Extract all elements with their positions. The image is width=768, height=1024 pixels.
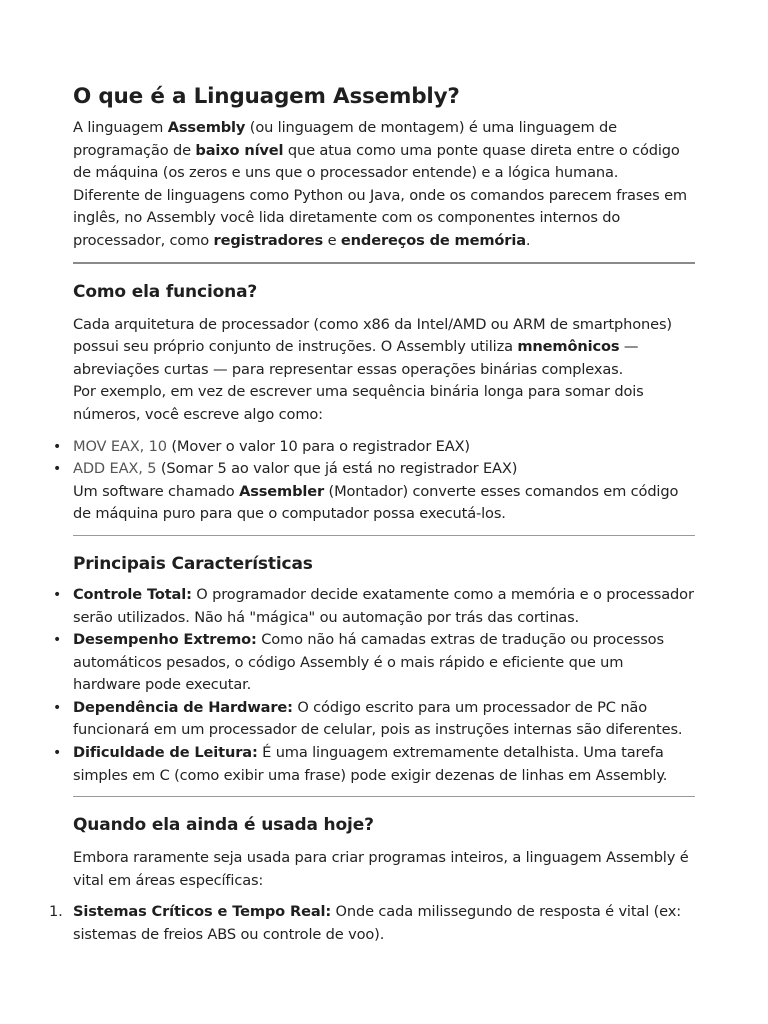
list-number: 1. — [49, 903, 63, 921]
term-enderecos: endereços de memória — [340, 231, 526, 249]
list-item: 1. Sistemas Críticos e Tempo Real: Onde cada milissegundo de resposta é vital (ex: sistemas de freios ABS ou controle de voo). — [49, 903, 681, 944]
term-baixo-nivel: baixo nível — [195, 141, 284, 159]
intro-paragraph: A linguagem Assembly (ou linguagem de montagem) é uma linguagem de programação de baixo nível que atua como uma ponte quase direta entre o código de máquina (os zeros e uns que o processador entende) e a lógica humana. — [73, 119, 680, 182]
list-item: • MOV EAX, 10 (Mover o valor 10 para o registrador EAX) — [73, 436, 695, 459]
usage-paragraph: Embora raramente seja usada para criar programas inteiros, a linguagem Assembly é vital em áreas específicas: — [73, 849, 689, 889]
section-divider — [73, 796, 695, 797]
usage-list — [49, 901, 695, 946]
intro-paragraph-2: Diferente de linguagens como Python ou Java, onde os comandos parecem frases em inglês, no Assembly você lida diretamente com os componentes internos do processador, como registradores e endereços de memória. — [73, 186, 687, 249]
list-item: • Dependência de Hardware: O código escrito para um processador de PC não funcionará em um processador de celular, pois as instruções internas são diferentes. — [73, 697, 695, 742]
article — [49, 78, 695, 947]
section-heading-usage: Quando ela ainda é usada hoje? — [73, 815, 374, 836]
section-heading-how: Como ela funciona? — [73, 281, 258, 302]
code-snippet: MOV EAX, 10 — [73, 437, 167, 455]
term-assembly: Assembly — [167, 119, 246, 136]
how-paragraph-3: Um software chamado Assembler (Montador) converte esses comandos em código de máquina puro para que o computador possa executá-los. — [73, 482, 679, 523]
list-item: • ADD EAX, 5 (Somar 5 ao valor que já está no registrador EAX) — [73, 458, 695, 481]
section-divider — [73, 262, 695, 264]
list-item: • Dificuldade de Leitura: É uma linguagem extremamente detalhista. Uma tarefa simples em C (como exibir uma frase) pode exigir dezenas de linhas em Assembly. — [73, 742, 695, 787]
page-title: O que é a Linguagem Assembly? — [73, 84, 460, 109]
term-registradores: registradores — [213, 231, 324, 249]
code-snippet: ADD EAX, 5 — [73, 460, 157, 478]
code-example-list — [73, 436, 695, 481]
section-divider — [73, 535, 695, 536]
how-paragraph-2: Por exemplo, em vez de escrever uma sequência binária longa para somar dois números, você escreve algo como: — [73, 383, 644, 423]
term-mnemonicos: mnemônicos — [517, 338, 620, 356]
features-list — [73, 584, 695, 787]
list-item: • Desempenho Extremo: Como não há camadas extras de tradução ou processos automáticos pesados, o código Assembly é o mais rápido e eficiente que um hardware pode executar. — [73, 629, 695, 697]
section-heading-features: Principais Características — [73, 553, 313, 574]
list-item: • Controle Total: O programador decide exatamente como a memória e o processador serão utilizados. Não há "mágica" ou automação por trás das cortinas. — [73, 584, 695, 629]
term-assembler: Assembler — [239, 482, 325, 500]
how-paragraph-1: Cada arquitetura de processador (como x86 da Intel/AMD ou ARM de smartphones) possui seu próprio conjunto de instruções. O Assembly utiliza mnemônicos — abreviações curtas — para representar essas operações binárias complexas. — [73, 315, 672, 378]
